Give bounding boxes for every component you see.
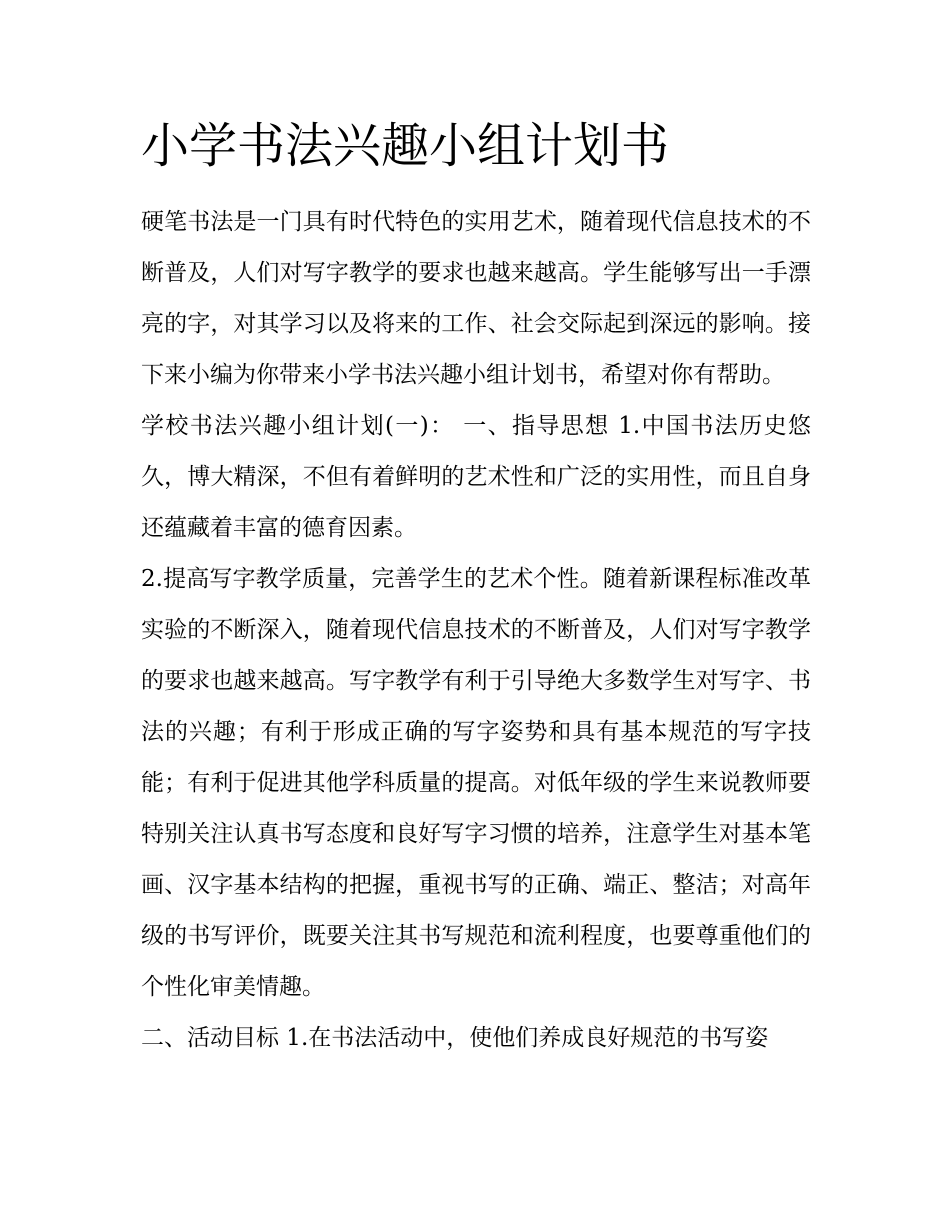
document-body: [141, 197, 811, 1064]
paragraph-intro: 硬笔书法是一门具有时代特色的实用艺术，随着现代信息技术的不断普及，人们对写字教学的要求也越来越高。学生能够写出一手漂亮的字，对其学习以及将来的工作、社会交际起到深远的影响。接下来小编为你带来小学书法兴趣小组计划书，希望对你有帮助。: [141, 209, 811, 388]
paragraph-goals: 二、活动目标 1.在书法活动中，使他们养成良好规范的书写姿: [141, 1025, 769, 1051]
paragraph-plan-one: 学校书法兴趣小组计划(一)： 一、指导思想 1.中国书法历史悠久，博大精深，不但有着鲜明的艺术性和广泛的实用性，而且自身还蕴藏着丰富的德育因素。: [141, 413, 811, 541]
document-title: 小学书法兴趣小组计划书: [141, 118, 670, 174]
paragraph-quality: 2.提高写字教学质量，完善学生的艺术个性。随着新课程标准改革实验的不断深入，随着现代信息技术的不断普及，人们对写字教学的要求也越来越高。写字教学有利于引导绝大多数学生对写字、书法的兴趣；有利于形成正确的写字姿势和具有基本规范的写字技能；有利于促进其他学科质量的提高。对低年级的学生来说教师要特别关注认真书写态度和良好写字习惯的培养，注意学生对基本笔画、汉字基本结构的把握，重视书写的正确、端正、整洁；对高年级的书写评价，既要关注其书写规范和流利程度，也要尊重他们的个性化审美情趣。: [141, 566, 811, 1000]
